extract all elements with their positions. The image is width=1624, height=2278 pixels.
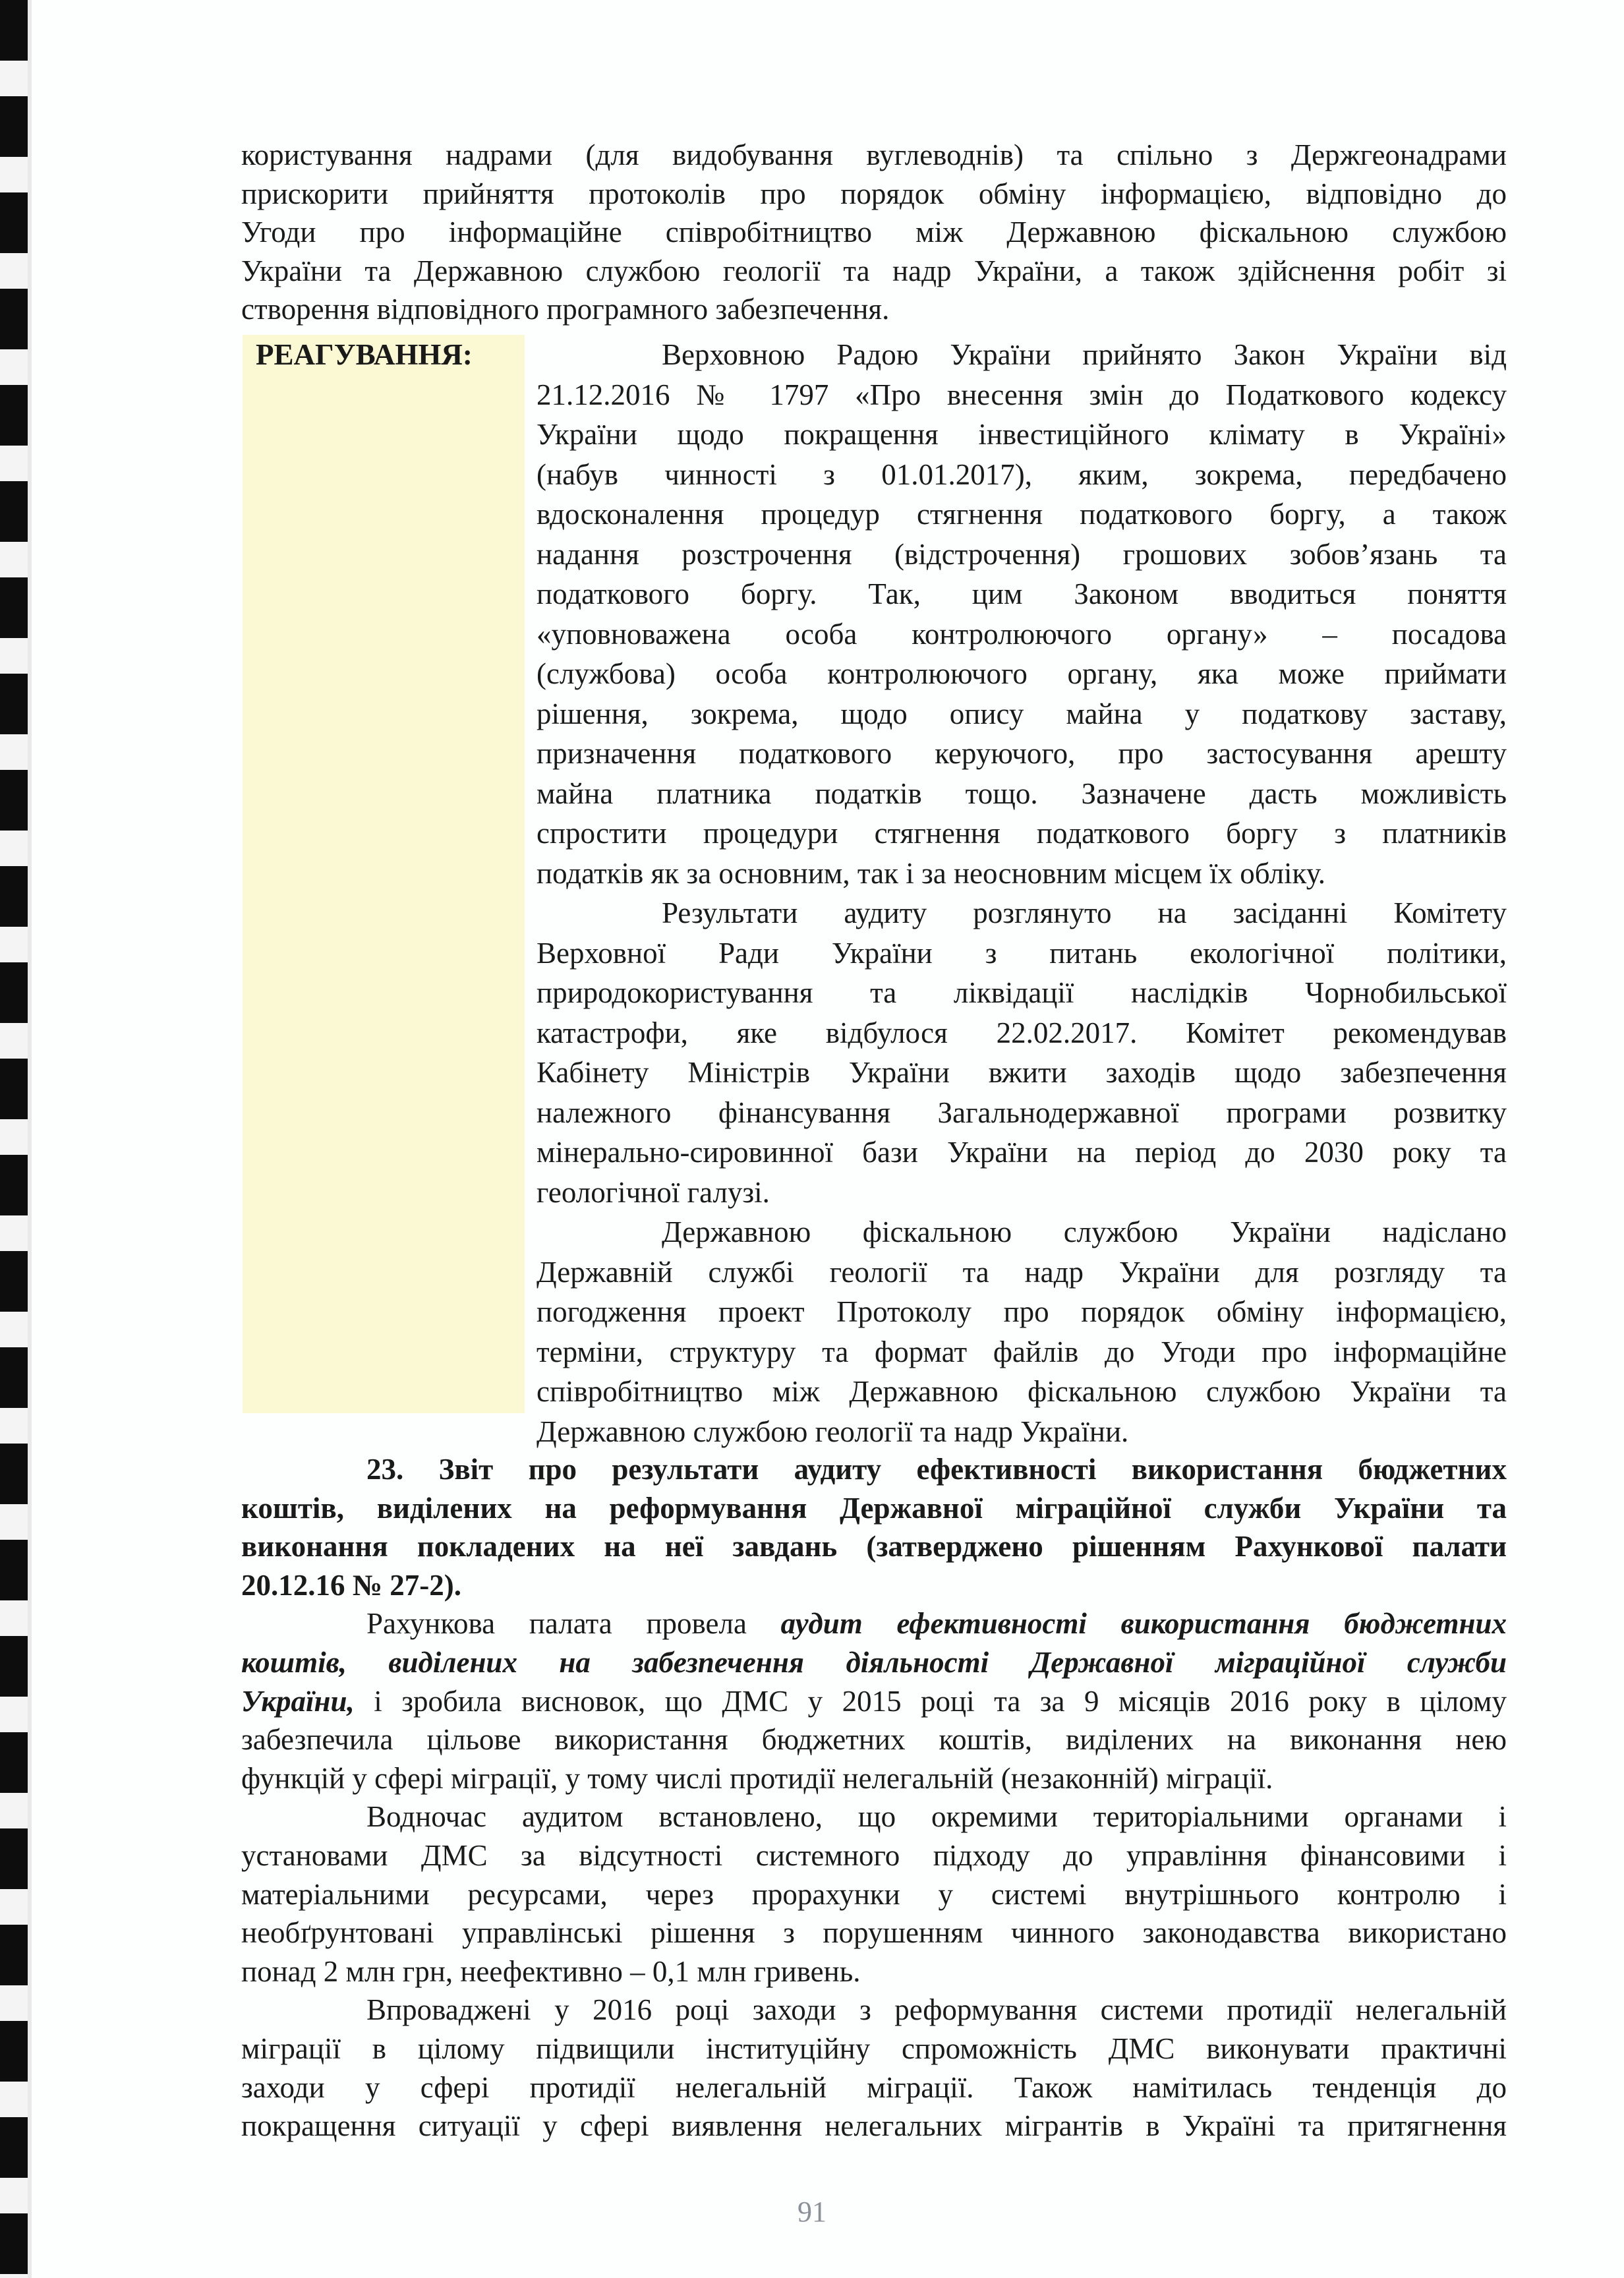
text-segment: 21.12.2016 № 1797 «Про внесення змін до Податкового кодексу <box>536 378 1507 411</box>
text-segment: (службова) особа контролюючого органу, яка може приймати <box>536 657 1507 690</box>
text-line <box>536 1332 1507 1372</box>
text-segment: України щодо покращення інвестиційного клімату в Україні» <box>536 418 1507 451</box>
text-segment: Верховної Ради України з питань екологічної політики, <box>536 936 1507 970</box>
emphasized-text: виконання покладених на неї завдань (затверджено рішенням Рахункової палати <box>241 1530 1507 1563</box>
section-23 <box>241 1450 1507 2146</box>
text-line <box>536 1093 1507 1133</box>
text-segment: Результати аудиту розглянуто на засіданні Комітету <box>662 896 1507 929</box>
text-line <box>241 1527 1507 1566</box>
text-line <box>241 1797 1507 1836</box>
text-segment: Рахункова палата провела <box>366 1607 781 1641</box>
text-segment: природокористування та ліквідації наслідків Чорнобильської <box>536 976 1507 1009</box>
text-segment: належного фінансування Загальнодержавної програми розвитку <box>536 1095 1507 1129</box>
text-segment: Верховною Радою України прийнято Закон України від <box>662 338 1507 371</box>
text-line <box>241 1489 1507 1528</box>
text-segment: катастрофи, яке відбулося 22.02.2017. Комітет рекомендував <box>536 1016 1507 1049</box>
text-line <box>241 1913 1507 1952</box>
text-segment: функцій у сфері міграції, у тому числі протидії нелегальній (незаконній) міграції. <box>241 1761 1273 1795</box>
text-line <box>241 1566 1507 1605</box>
emphasized-text: коштів, виділених на забезпечення діяльності Державної міграційної служби <box>241 1645 1507 1679</box>
text-line <box>536 494 1507 535</box>
text-segment: спростити процедури стягнення податкового боргу з платників <box>536 817 1507 850</box>
text-line <box>241 213 1507 252</box>
text-line <box>536 654 1507 694</box>
text-line <box>536 734 1507 774</box>
text-line <box>536 893 1507 933</box>
text-segment: прискорити прийняття протоколів про порядок обміну інформацією, відповідно до <box>241 177 1507 210</box>
text-segment: «уповноважена особа контролюючого органу» – посадова <box>536 617 1507 651</box>
text-line <box>536 1292 1507 1332</box>
emphasized-text: аудит ефективності використання бюджетних <box>780 1607 1507 1641</box>
text-line <box>536 973 1507 1013</box>
text-line <box>241 1836 1507 1875</box>
text-line <box>536 1212 1507 1252</box>
text-segment: податків як за основним, так і за неосновним місцем їх обліку. <box>536 856 1326 890</box>
text-line <box>241 2030 1507 2068</box>
spiral-binding-marks <box>0 0 28 2278</box>
text-segment: створення відповідного програмного забезпечення. <box>241 293 890 326</box>
text-segment: мінерально-сировинної бази України на період до 2030 року та <box>536 1136 1507 1169</box>
text-segment: Водночас аудитом встановлено, що окремими територіальними органами і <box>366 1800 1507 1834</box>
text-segment: надання розстрочення (відстрочення) грошових зобов’язань та <box>536 537 1507 571</box>
response-label: РЕАГУВАННЯ: <box>256 338 473 371</box>
text-line <box>536 813 1507 854</box>
text-line <box>536 694 1507 734</box>
text-segment: терміни, структуру та формат файлів до Угоди про інформаційне <box>536 1335 1507 1368</box>
text-line <box>241 1604 1507 1643</box>
response-column <box>536 335 1507 1451</box>
text-line <box>241 1875 1507 1914</box>
emphasized-text: коштів, виділених на реформування Державної міграційної служби України та <box>241 1491 1507 1525</box>
text-line <box>536 1053 1507 1093</box>
text-segment: Кабінету Міністрів України вжити заходів щодо забезпечення <box>536 1056 1507 1089</box>
emphasized-text: 20.12.16 № 27-2). <box>241 1568 461 1602</box>
text-line <box>536 1372 1507 1412</box>
page-number: 91 <box>798 2196 826 2228</box>
text-line <box>536 415 1507 455</box>
text-segment: і зробила висновок, що ДМС у 2015 році та за 9 місяців 2016 року в цілому <box>354 1684 1507 1718</box>
text-segment: геологічної галузі. <box>536 1175 770 1209</box>
text-line <box>536 535 1507 575</box>
text-segment: забезпечила цільове використання бюджетних коштів, виділених на виконання нею <box>241 1723 1507 1757</box>
text-segment: співробітництво між Державною фіскальною службою України та <box>536 1375 1507 1408</box>
text-segment: Державною службою геології та надр України. <box>536 1415 1129 1448</box>
text-segment: вдосконалення процедур стягнення податкового боргу, а також <box>536 498 1507 531</box>
response-label-highlight <box>243 335 525 1413</box>
text-line <box>241 1991 1507 2030</box>
emphasized-text: 23. Звіт про результати аудиту ефективності використання бюджетних <box>366 1453 1507 1486</box>
text-segment: необґрунтовані управлінські рішення з порушенням чинного законодавства використано <box>241 1916 1507 1950</box>
text-line <box>536 1252 1507 1293</box>
text-line <box>241 1450 1507 1489</box>
text-line <box>536 1173 1507 1213</box>
text-segment: майна платника податків тощо. Зазначене дасть можливість <box>536 776 1507 810</box>
top-paragraph <box>241 136 1507 329</box>
text-line <box>536 614 1507 655</box>
text-segment: призначення податкового керуючого, про застосування арешту <box>536 737 1507 770</box>
text-line <box>536 1013 1507 1053</box>
text-line <box>241 1759 1507 1798</box>
text-line <box>241 290 1507 329</box>
text-line <box>536 774 1507 814</box>
text-line <box>536 1412 1507 1452</box>
text-line <box>241 136 1507 175</box>
text-segment: Впроваджені у 2016 році заходи з реформування системи протидії нелегальній <box>366 1993 1507 2027</box>
text-segment: України та Державною службою геології та надр України, а також здійснення робіт зі <box>241 254 1507 287</box>
text-line <box>536 574 1507 614</box>
text-line <box>536 854 1507 894</box>
text-line <box>241 175 1507 214</box>
text-segment: погодження проект Протоколу про порядок обміну інформацією, <box>536 1295 1507 1328</box>
text-line <box>241 1952 1507 1991</box>
text-line <box>536 375 1507 415</box>
text-segment: Угоди про інформаційне співробітництво між Державною фіскальною службою <box>241 216 1507 249</box>
text-segment: покращення ситуації у сфері виявлення нелегальних мігрантів в Україні та притягнення <box>241 2109 1507 2143</box>
text-segment: податкового боргу. Так, цим Законом вводиться поняття <box>536 577 1507 610</box>
text-line <box>241 1720 1507 1759</box>
text-segment: рішення, зокрема, щодо опису майна у податкову заставу, <box>536 697 1507 730</box>
text-line <box>241 1643 1507 1682</box>
text-line <box>241 252 1507 291</box>
text-line <box>536 455 1507 495</box>
text-line <box>241 2107 1507 2146</box>
binding-edge <box>28 0 32 2278</box>
text-segment: заходи у сфері протидії нелегальній міграції. Також намітилась тенденція до <box>241 2070 1507 2104</box>
text-line <box>241 1682 1507 1721</box>
text-line <box>536 335 1507 375</box>
text-line <box>536 933 1507 974</box>
text-segment: матеріальними ресурсами, через прорахунки у системі внутрішнього контролю і <box>241 1877 1507 1911</box>
text-segment: Державною фіскальною службою України надіслано <box>662 1215 1507 1248</box>
text-segment: (набув чинності з 01.01.2017), яким, зокрема, передбачено <box>536 457 1507 491</box>
text-segment: установами ДМС за відсутності системного підходу до управління фінансовими і <box>241 1838 1507 1872</box>
emphasized-text: України, <box>241 1684 355 1718</box>
text-segment: користування надрами (для видобування вуглеводнів) та спільно з Держгеонадрами <box>241 138 1507 171</box>
text-line <box>241 2068 1507 2107</box>
text-line <box>536 1132 1507 1173</box>
text-segment: міграції в цілому підвищили інституційну спроможність ДМС виконувати практичні <box>241 2031 1507 2065</box>
text-segment: Державній службі геології та надр України для розгляду та <box>536 1255 1507 1289</box>
text-segment: понад 2 млн грн, неефективно – 0,1 млн гривень. <box>241 1954 861 1988</box>
